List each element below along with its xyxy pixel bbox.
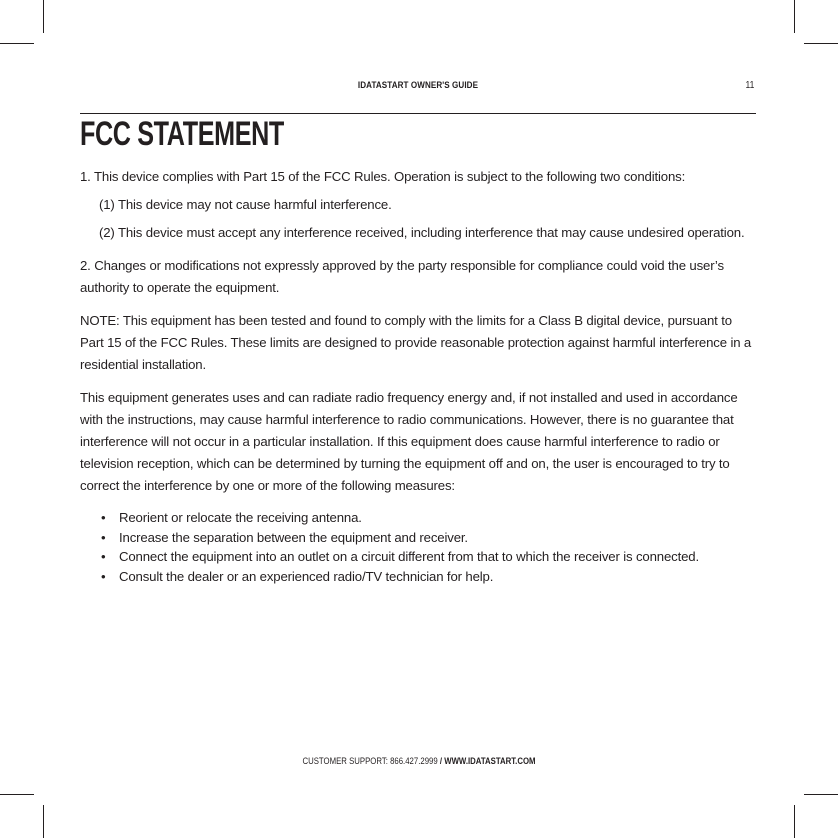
guide-title: IDATASTART OWNER'S GUIDE: [357, 80, 479, 91]
crop-mark-top-right-horizontal: [804, 43, 838, 44]
bullet-icon: •: [101, 568, 106, 584]
crop-mark-top-left-vertical: [43, 0, 44, 33]
condition-1: (1) This device may not cause harmful interference.: [99, 197, 392, 212]
crop-mark-bottom-right-horizontal: [804, 794, 838, 795]
measures-list: [80, 508, 758, 586]
measure-text: Connect the equipment into an outlet on a circuit different from that to which the receiver is connected.: [119, 549, 699, 564]
measure-text: Consult the dealer or an experienced radio/TV technician for help.: [119, 568, 494, 584]
note-paragraph: NOTE: This equipment has been tested and found to comply with the limits for a Class B digital device, pursuant to Part 15 of the FCC Rules. These limits are designed to provide reasonable protection against harmful interference in a residential installation.: [80, 313, 752, 372]
crop-mark-top-left-horizontal: [0, 43, 34, 44]
page-footer: [75, 756, 762, 767]
crop-mark-bottom-right-vertical: [794, 805, 795, 838]
bullet-icon: •: [101, 549, 106, 564]
page-title: FCC STATEMENT: [80, 115, 284, 153]
compliance-item-1: 1. This device complies with Part 15 of the FCC Rules. Operation is subject to the following two conditions:: [80, 169, 686, 184]
condition-2: (2) This device must accept any interference received, including interference that may cause undesired operation.: [99, 225, 745, 240]
crop-mark-bottom-left-horizontal: [0, 794, 34, 795]
list-item: [80, 508, 758, 528]
list-item: [80, 528, 758, 548]
compliance-item-2: 2. Changes or modifications not expressly approved by the party responsible for compliance could void the user’s authority to operate the equipment.: [80, 258, 724, 295]
crop-mark-bottom-left-vertical: [43, 805, 44, 838]
measure-text: Increase the separation between the equipment and receiver.: [119, 529, 468, 545]
fcc-statement-body: [80, 166, 758, 586]
crop-mark-top-right-vertical: [794, 0, 795, 33]
list-item: [80, 547, 758, 567]
website-link[interactable]: WWW.IDATASTART.COM: [444, 756, 536, 767]
running-head: [80, 80, 756, 94]
measure-text: Reorient or relocate the receiving antenna.: [119, 510, 362, 525]
bullet-icon: •: [101, 510, 106, 525]
support-phone: CUSTOMER SUPPORT: 866.427.2999: [302, 756, 438, 767]
footer-separator: /: [437, 756, 445, 767]
bullet-icon: •: [101, 529, 106, 545]
list-item: [80, 567, 758, 587]
page-number: 11: [745, 80, 754, 91]
interference-paragraph: This equipment generates uses and can radiate radio frequency energy and, if not installed and used in accordance with the instructions, may cause harmful interference to radio communications. However, there is no guarantee that interference will not occur in a particular installation. If this equipment does cause harmful interference to radio or television reception, which can be determined by turning the equipment off and on, the user is encouraged to try to correct the interference by one or more of the following measures:: [80, 390, 738, 493]
